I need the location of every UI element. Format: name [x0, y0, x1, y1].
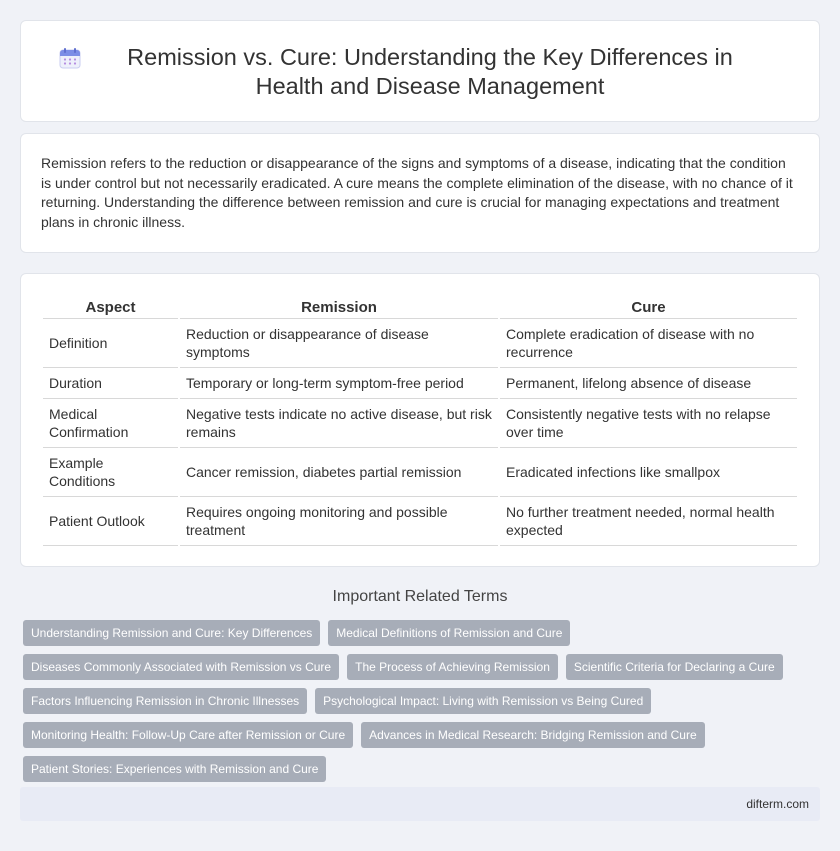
intro-card [20, 133, 820, 253]
cell-aspect: Definition [43, 319, 178, 368]
cell-aspect: Duration [43, 368, 178, 399]
title-card [20, 20, 820, 122]
header-aspect: Aspect [43, 295, 178, 319]
related-term-tag[interactable]: Understanding Remission and Cure: Key Differences [23, 620, 320, 646]
cell-cure: Permanent, lifelong absence of disease [500, 368, 797, 399]
table-row [43, 319, 797, 368]
cell-remission: Negative tests indicate no active disease, but risk remains [180, 399, 498, 448]
cell-remission: Temporary or long-term symptom-free period [180, 368, 498, 399]
page-title: Remission vs. Cure: Understanding the Key Differences in Health and Disease Management [127, 44, 733, 99]
cell-remission: Reduction or disappearance of disease symptoms [180, 319, 498, 368]
related-terms-heading: Important Related Terms [332, 588, 508, 605]
header-cure: Cure [500, 295, 797, 319]
cell-aspect: Medical Confirmation [43, 399, 178, 448]
cell-aspect: Example Conditions [43, 448, 178, 497]
cell-cure: Consistently negative tests with no relapse over time [500, 399, 797, 448]
intro-paragraph: Remission refers to the reduction or disappearance of the signs and symptoms of a disease, indicating that the condition is under control but not necessarily eradicated. A cure means the complete elimination of the disease, with no chance of it returning. Understanding the difference between remission and cure is crucial for managing expectations and treatment plans in chronic illness. [41, 155, 793, 230]
comparison-table [41, 295, 799, 546]
cell-cure: No further treatment needed, normal health expected [500, 497, 797, 546]
related-term-tag[interactable]: Diseases Commonly Associated with Remission vs Cure [23, 654, 339, 680]
footer-site-link[interactable]: difterm.com [746, 797, 809, 811]
cell-remission: Requires ongoing monitoring and possible treatment [180, 497, 498, 546]
related-terms-list [23, 620, 803, 790]
related-term-tag[interactable]: Monitoring Health: Follow-Up Care after Remission or Cure [23, 722, 353, 748]
cell-cure: Complete eradication of disease with no recurrence [500, 319, 797, 368]
cell-aspect: Patient Outlook [43, 497, 178, 546]
table-row [43, 368, 797, 399]
cell-remission: Cancer remission, diabetes partial remission [180, 448, 498, 497]
related-term-tag[interactable]: Advances in Medical Research: Bridging Remission and Cure [361, 722, 705, 748]
table-row [43, 448, 797, 497]
related-term-tag[interactable]: Patient Stories: Experiences with Remission and Cure [23, 756, 326, 782]
table-row [43, 497, 797, 546]
cell-cure: Eradicated infections like smallpox [500, 448, 797, 497]
related-term-tag[interactable]: The Process of Achieving Remission [347, 654, 558, 680]
related-term-tag[interactable]: Psychological Impact: Living with Remission vs Being Cured [315, 688, 651, 714]
header-remission: Remission [180, 295, 498, 319]
footer [20, 787, 820, 821]
table-header-row [43, 295, 797, 319]
related-term-tag[interactable]: Scientific Criteria for Declaring a Cure [566, 654, 783, 680]
related-term-tag[interactable]: Medical Definitions of Remission and Cure [328, 620, 570, 646]
related-term-tag[interactable]: Factors Influencing Remission in Chronic Illnesses [23, 688, 307, 714]
comparison-card [20, 273, 820, 567]
table-row [43, 399, 797, 448]
